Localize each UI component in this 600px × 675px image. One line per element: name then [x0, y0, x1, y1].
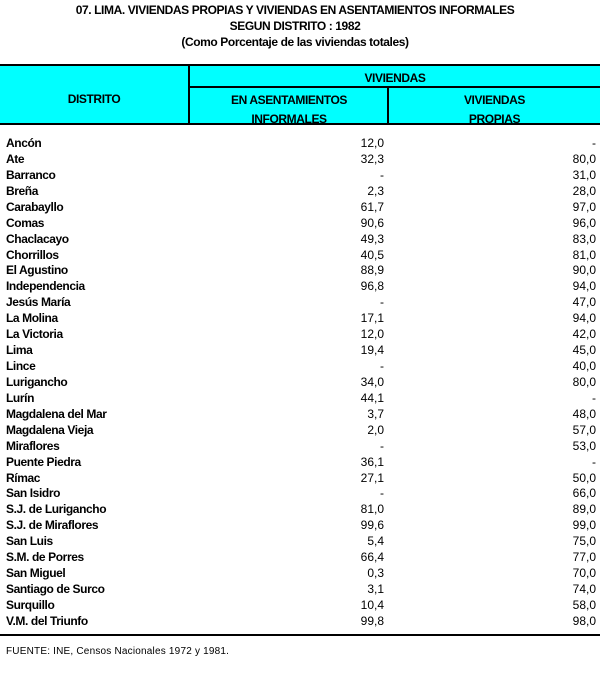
header-viviendas-propias: VIVIENDAS [463, 93, 526, 107]
informal-settlement-pct: 2,3 [367, 183, 384, 198]
table-bottom-rule [0, 634, 600, 636]
header-informales: INFORMALES [251, 112, 327, 126]
table-row [0, 614, 600, 630]
informal-settlement-pct: 90,6 [360, 215, 384, 230]
district-name: Chorrillos [6, 247, 59, 262]
informal-settlement-pct: 5,4 [367, 534, 384, 549]
district-name: Magdalena Vieja [6, 422, 94, 437]
district-name: Lurín [6, 390, 34, 405]
owned-housing-pct: 98,0 [572, 613, 596, 628]
divider [190, 86, 600, 88]
table-row [0, 295, 600, 311]
owned-housing-pct: 28,0 [572, 183, 596, 198]
table-row [0, 168, 600, 184]
owned-housing-pct: 80,0 [572, 374, 596, 389]
informal-settlement-pct: 12,0 [360, 327, 384, 342]
table-row [0, 184, 600, 200]
table-row [0, 359, 600, 375]
district-name: Independencia [6, 279, 85, 294]
table-row [0, 279, 600, 295]
header-propias: PROPIAS [468, 112, 521, 126]
table-title: 07. LIMA. VIVIENDAS PROPIAS Y VIVIENDAS EN ASENTAMIENTOS INFORMALES [75, 3, 515, 17]
district-name: San Luis [6, 534, 53, 549]
informal-settlement-pct: 99,6 [360, 518, 384, 533]
table-row [0, 534, 600, 550]
district-name: Ancón [6, 136, 42, 150]
owned-housing-pct: 90,0 [572, 263, 596, 278]
owned-housing-pct: 57,0 [572, 422, 596, 437]
informal-settlement-pct: 49,3 [360, 231, 384, 246]
informal-settlement-pct: 66,4 [360, 550, 384, 565]
informal-settlement-pct: 96,8 [360, 279, 384, 294]
owned-housing-pct: 75,0 [572, 534, 596, 549]
informal-settlement-pct: - [380, 438, 384, 453]
district-name: S.J. de Lurigancho [6, 502, 107, 517]
owned-housing-pct: 53,0 [572, 438, 596, 453]
table-row [0, 152, 600, 168]
owned-housing-pct: 50,0 [572, 470, 596, 485]
informal-settlement-pct: 34,0 [360, 374, 384, 389]
owned-housing-pct: 70,0 [572, 566, 596, 581]
informal-settlement-pct: - [380, 295, 384, 310]
district-name: Chaclacayo [6, 231, 69, 246]
district-name: Breña [6, 183, 39, 198]
informal-settlement-pct: 2,0 [367, 422, 384, 437]
informal-settlement-pct: 17,1 [360, 311, 384, 326]
district-name: Surquillo [6, 597, 55, 612]
table-row [0, 343, 600, 359]
header-asentamientos: EN ASENTAMIENTOS [230, 93, 348, 107]
informal-settlement-pct: 32,3 [360, 151, 384, 166]
table-row [0, 391, 600, 407]
table-subtitle: SEGUN DISTRITO : 1982 [229, 19, 361, 33]
table-row [0, 455, 600, 471]
district-name: Lince [6, 359, 36, 374]
table-row [0, 486, 600, 502]
owned-housing-pct: 81,0 [572, 247, 596, 262]
district-name: Barranco [6, 167, 56, 182]
district-name: Lurigancho [6, 374, 68, 389]
table-row [0, 327, 600, 343]
owned-housing-pct: 47,0 [572, 295, 596, 310]
owned-housing-pct: 48,0 [572, 406, 596, 421]
informal-settlement-pct: 3,7 [367, 406, 384, 421]
source-note: FUENTE: INE, Censos Nacionales 1972 y 1981. [6, 646, 230, 657]
district-name: S.M. de Porres [6, 550, 84, 565]
informal-settlement-pct: - [380, 167, 384, 182]
table-row [0, 566, 600, 582]
informal-settlement-pct: 88,9 [360, 263, 384, 278]
owned-housing-pct: 58,0 [572, 597, 596, 612]
district-name: V.M. del Triunfo [6, 613, 88, 628]
district-name: San Isidro [6, 486, 61, 501]
district-name: Puente Piedra [6, 454, 81, 469]
district-name: Miraflores [6, 438, 60, 453]
table-note: (Como Porcentaje de las viviendas totales) [181, 35, 409, 49]
owned-housing-pct: 66,0 [572, 486, 596, 501]
district-name: Lima [6, 343, 33, 358]
table-row [0, 502, 600, 518]
table-row [0, 263, 600, 279]
informal-settlement-pct: 12,0 [360, 136, 384, 150]
informal-settlement-pct: - [380, 359, 384, 374]
table-row [0, 407, 600, 423]
informal-settlement-pct: 44,1 [360, 390, 384, 405]
owned-housing-pct: - [592, 136, 596, 150]
district-name: Ate [6, 151, 25, 166]
owned-housing-pct: 99,0 [572, 518, 596, 533]
owned-housing-pct: 77,0 [572, 550, 596, 565]
owned-housing-pct: 97,0 [572, 199, 596, 214]
owned-housing-pct: 94,0 [572, 311, 596, 326]
informal-settlement-pct: 19,4 [360, 343, 384, 358]
table-row [0, 550, 600, 566]
informal-settlement-pct: 40,5 [360, 247, 384, 262]
owned-housing-pct: 74,0 [572, 582, 596, 597]
table-row [0, 200, 600, 216]
table-header [0, 64, 600, 125]
header-distrito: DISTRITO [67, 92, 121, 106]
table-row [0, 248, 600, 264]
district-name: La Molina [6, 311, 58, 326]
district-name: Comas [6, 215, 45, 230]
owned-housing-pct: 31,0 [572, 167, 596, 182]
district-name: San Miguel [6, 566, 66, 581]
owned-housing-pct: 89,0 [572, 502, 596, 517]
district-name: Santiago de Surco [6, 582, 105, 597]
informal-settlement-pct: 36,1 [360, 454, 384, 469]
informal-settlement-pct: - [380, 486, 384, 501]
header-viviendas: VIVIENDAS [364, 71, 426, 85]
owned-housing-pct: 83,0 [572, 231, 596, 246]
owned-housing-pct: 40,0 [572, 359, 596, 374]
informal-settlement-pct: 61,7 [360, 199, 384, 214]
informal-settlement-pct: 27,1 [360, 470, 384, 485]
owned-housing-pct: 94,0 [572, 279, 596, 294]
district-name: La Victoria [6, 327, 63, 342]
owned-housing-pct: 80,0 [572, 151, 596, 166]
district-name: Magdalena del Mar [6, 406, 107, 421]
informal-settlement-pct: 0,3 [367, 566, 384, 581]
district-name: Jesús María [6, 295, 71, 310]
informal-settlement-pct: 99,8 [360, 613, 384, 628]
table-row [0, 423, 600, 439]
informal-settlement-pct: 3,1 [367, 582, 384, 597]
table-row [0, 311, 600, 327]
table-row [0, 582, 600, 598]
table-row [0, 216, 600, 232]
owned-housing-pct: 45,0 [572, 343, 596, 358]
table-row [0, 136, 600, 152]
table-row [0, 439, 600, 455]
owned-housing-pct: - [592, 454, 596, 469]
table-row [0, 471, 600, 487]
informal-settlement-pct: 81,0 [360, 502, 384, 517]
owned-housing-pct: 96,0 [572, 215, 596, 230]
informal-settlement-pct: 10,4 [360, 597, 384, 612]
table-row [0, 232, 600, 248]
table-row [0, 598, 600, 614]
district-name: Carabayllo [6, 199, 64, 214]
district-name: Rímac [6, 470, 41, 485]
table-row [0, 375, 600, 391]
table-row [0, 518, 600, 534]
district-name: El Agustino [6, 263, 68, 278]
owned-housing-pct: 42,0 [572, 327, 596, 342]
owned-housing-pct: - [592, 390, 596, 405]
district-name: S.J. de Miraflores [6, 518, 99, 533]
